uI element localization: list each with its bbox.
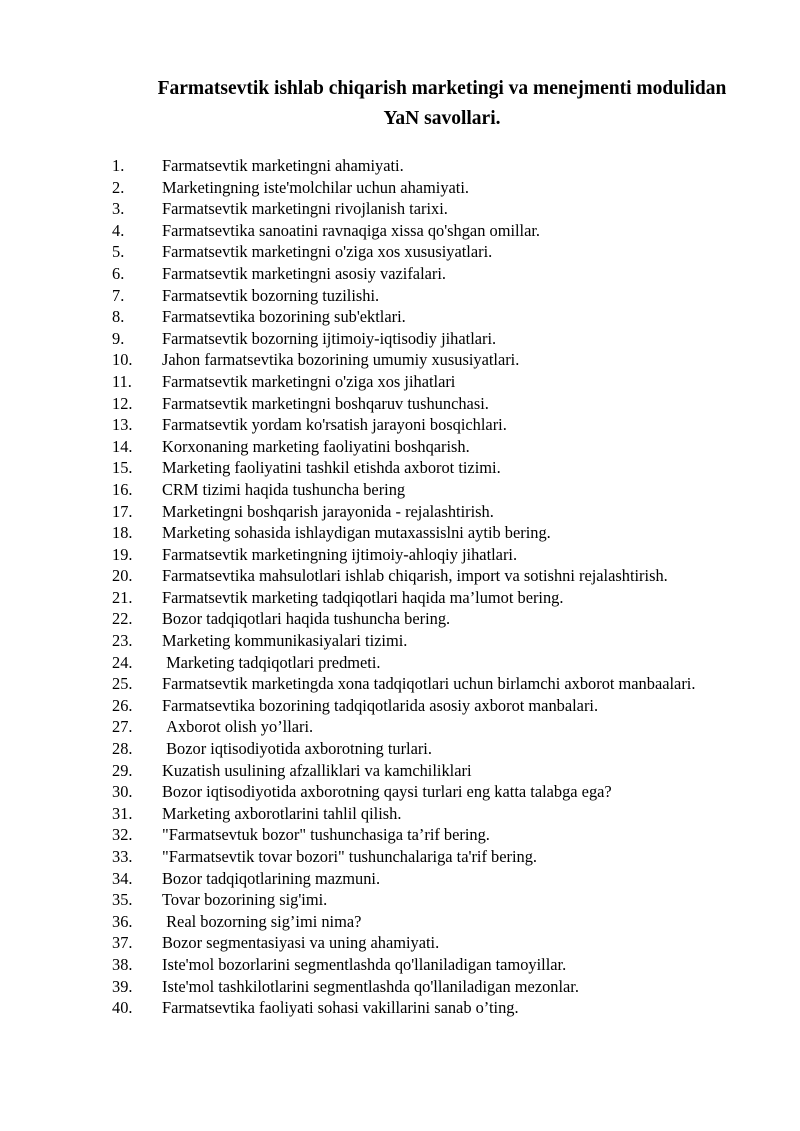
question-text: Marketingni boshqarish jarayonida - rejalashtirish. <box>162 501 494 521</box>
question-list <box>112 155 762 1019</box>
question-text: Korxonaning marketing faoliyatini boshqarish. <box>162 436 470 456</box>
list-item <box>112 781 762 803</box>
question-text: Farmatsevtik marketingni o'ziga xos jihatlari <box>162 371 456 391</box>
question-text: Tovar bozorining sig'imi. <box>162 890 328 910</box>
question-text: Farmatsevtik marketingni o'ziga xos xususiyatlari. <box>162 242 493 262</box>
list-item <box>112 414 762 436</box>
list-item <box>112 954 762 976</box>
question-text: Farmatsevtika bozorining tadqiqotlarida asosiy axborot manbalari. <box>162 695 599 715</box>
question-text: Farmatsevtik marketingni boshqaruv tushunchasi. <box>162 393 489 413</box>
question-number: 18. <box>112 523 133 543</box>
question-number: 1. <box>112 156 125 175</box>
list-item <box>112 263 762 285</box>
list-item <box>112 479 762 501</box>
question-text: Bozor tadqiqotlarining mazmuni. <box>162 868 381 888</box>
question-text: Kuzatish usulining afzalliklari va kamchiliklari <box>162 760 472 780</box>
list-item <box>112 306 762 328</box>
question-text: Farmatsevtika mahsulotlari ishlab chiqarish, import va sotishni rejalashtirish. <box>162 566 668 586</box>
list-item <box>112 652 762 674</box>
question-number: 2. <box>112 177 125 197</box>
question-number: 8. <box>112 307 125 327</box>
question-text: Bozor iqtisodiyotida axborotning turlari. <box>162 739 432 759</box>
question-number: 13. <box>112 415 133 435</box>
list-item <box>112 738 762 760</box>
question-number: 6. <box>112 263 125 283</box>
question-number: 26. <box>112 695 133 715</box>
question-number: 15. <box>112 458 133 478</box>
question-number: 36. <box>112 911 133 931</box>
list-item <box>112 544 762 566</box>
question-number: 38. <box>112 954 133 974</box>
question-text: Farmatsevtik bozorning ijtimoiy-iqtisodiy jihatlari. <box>162 328 497 348</box>
question-number: 20. <box>112 566 133 586</box>
question-number: 10. <box>112 350 133 370</box>
question-text: Farmatsevtika sanoatini ravnaqiga xissa qo'shgan omillar. <box>162 220 541 240</box>
question-number: 37. <box>112 933 133 953</box>
question-text: Marketing faoliyatini tashkil etishda axborot tizimi. <box>162 458 501 478</box>
list-item <box>112 436 762 458</box>
list-item <box>112 976 762 998</box>
question-number: 14. <box>112 436 133 456</box>
question-text: "Farmatsevtuk bozor" tushunchasiga ta’rif bering. <box>162 825 490 845</box>
document-title <box>108 74 776 134</box>
title-line-1: Farmatsevtik ishlab chiqarish marketingi va menejmenti modulidan <box>157 78 727 99</box>
question-text: Marketing sohasida ishlaydigan mutaxassislni aytib bering. <box>162 523 551 543</box>
question-text: Bozor tadqiqotlari haqida tushuncha bering. <box>162 609 451 629</box>
question-text: Farmatsevtik marketingda xona tadqiqotlari uchun birlamchi axborot manbaalari. <box>162 674 696 694</box>
question-text: Farmatsevtik marketingni ahamiyati. <box>162 156 404 175</box>
question-text: Farmatsevtika bozorining sub'ektlari. <box>162 307 406 327</box>
question-number: 34. <box>112 868 133 888</box>
question-text: Bozor segmentasiyasi va uning ahamiyati. <box>162 933 440 953</box>
question-number: 3. <box>112 199 125 219</box>
question-number: 22. <box>112 609 133 629</box>
list-item <box>112 220 762 242</box>
list-item <box>112 997 762 1019</box>
list-item <box>112 457 762 479</box>
list-item <box>112 198 762 220</box>
question-number: 31. <box>112 803 133 823</box>
question-number: 39. <box>112 976 133 996</box>
question-text: Farmatsevtik marketingni asosiy vazifalari. <box>162 263 447 283</box>
question-number: 11. <box>112 371 132 391</box>
question-text: Axborot olish yo’llari. <box>162 717 314 737</box>
question-text: Iste'mol bozorlarini segmentlashda qo'llaniladigan tamoyillar. <box>162 954 567 974</box>
question-text: "Farmatsevtik tovar bozori" tushunchalariga ta'rif bering. <box>162 847 537 866</box>
question-number: 24. <box>112 652 133 672</box>
question-text: Bozor iqtisodiyotida axborotning qaysi turlari eng katta talabga ega? <box>162 782 612 802</box>
list-item <box>112 371 762 393</box>
list-item <box>112 285 762 307</box>
question-text: CRM tizimi haqida tushuncha bering <box>162 479 406 499</box>
question-text: Real bozorning sig’imi nima? <box>162 911 362 931</box>
question-number: 29. <box>112 760 133 780</box>
question-number: 9. <box>112 328 125 348</box>
title-line-2: YaN savollari. <box>383 108 501 129</box>
list-item <box>112 889 762 911</box>
question-number: 21. <box>112 587 133 607</box>
list-item <box>112 630 762 652</box>
question-number: 28. <box>112 739 133 759</box>
list-item <box>112 155 762 177</box>
question-text: Jahon farmatsevtika bozorining umumiy xususiyatlari. <box>162 350 520 370</box>
list-item <box>112 824 762 846</box>
list-item <box>112 695 762 717</box>
question-text: Farmatsevtik bozorning tuzilishi. <box>162 285 380 305</box>
question-number: 32. <box>112 825 133 845</box>
question-text: Iste'mol tashkilotlarini segmentlashda qo'llaniladigan mezonlar. <box>162 976 579 996</box>
question-number: 40. <box>112 998 133 1018</box>
list-item <box>112 328 762 350</box>
question-text: Farmatsevtik marketing tadqiqotlari haqida ma’lumot bering. <box>162 587 564 607</box>
list-item <box>112 911 762 933</box>
question-number: 25. <box>112 674 133 694</box>
question-text: Marketing kommunikasiyalari tizimi. <box>162 631 408 651</box>
list-item <box>112 673 762 695</box>
question-number: 19. <box>112 544 133 564</box>
list-item <box>112 846 762 868</box>
question-text: Farmatsevtik marketingni rivojlanish tarixi. <box>162 199 448 219</box>
list-item <box>112 803 762 825</box>
question-text: Marketingning iste'molchilar uchun ahamiyati. <box>162 177 470 197</box>
list-item <box>112 393 762 415</box>
list-item <box>112 565 762 587</box>
question-text: Farmatsevtik yordam ko'rsatish jarayoni bosqichlari. <box>162 415 507 435</box>
list-item <box>112 932 762 954</box>
question-number: 17. <box>112 501 133 521</box>
list-item <box>112 716 762 738</box>
question-number: 12. <box>112 393 133 413</box>
question-text: Marketing tadqiqotlari predmeti. <box>162 652 381 672</box>
question-number: 30. <box>112 782 133 802</box>
list-item <box>112 522 762 544</box>
question-text: Marketing axborotlarini tahlil qilish. <box>162 803 402 823</box>
list-item <box>112 501 762 523</box>
question-text: Farmatsevtik marketingning ijtimoiy-ahloqiy jihatlari. <box>162 544 518 564</box>
question-number: 4. <box>112 220 125 240</box>
list-item <box>112 608 762 630</box>
question-number: 33. <box>112 847 133 866</box>
question-text: Farmatsevtika faoliyati sohasi vakillarini sanab o’ting. <box>162 998 519 1018</box>
list-item <box>112 587 762 609</box>
question-number: 7. <box>112 285 125 305</box>
question-number: 23. <box>112 631 133 651</box>
question-number: 16. <box>112 479 133 499</box>
list-item <box>112 177 762 199</box>
list-item <box>112 868 762 890</box>
list-item <box>112 760 762 782</box>
question-number: 27. <box>112 717 133 737</box>
question-number: 35. <box>112 890 133 910</box>
question-number: 5. <box>112 242 125 262</box>
list-item <box>112 241 762 263</box>
list-item <box>112 349 762 371</box>
